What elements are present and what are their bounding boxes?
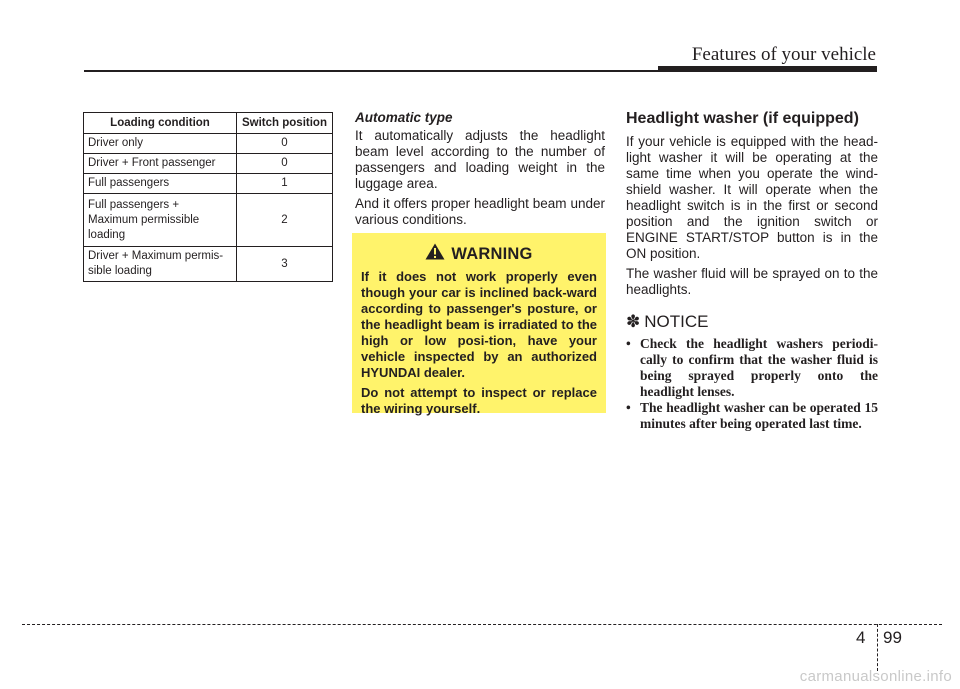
condition-cell: Full passengers + Maximum permissible loading [84, 194, 237, 247]
notice-title: NOTICE [644, 312, 709, 331]
warning-paragraph: Do not attempt to inspect or replace the wiring yourself. [361, 385, 597, 416]
notice-list [626, 336, 878, 432]
bullet-icon: • [626, 400, 631, 415]
chapter-number: 4 [856, 628, 866, 647]
top-rule [84, 70, 658, 72]
column-header: Loading condition [84, 113, 237, 134]
notice-item-text: The headlight washer can be operated 15 minutes after being operated last time. [640, 400, 878, 431]
headlight-washer-section [626, 110, 878, 432]
condition-cell: Driver only [84, 134, 237, 154]
top-rule-accent [658, 66, 877, 72]
table-row [84, 174, 333, 194]
notice-symbol-icon: ✽ [626, 312, 641, 331]
table-header-row [84, 113, 333, 134]
table-row [84, 194, 333, 247]
condition-cell: Driver + Front passenger [84, 154, 237, 174]
condition-cell: Driver + Maximum permis- sible loading [84, 247, 237, 282]
table-row [84, 247, 333, 282]
notice-header [626, 312, 878, 332]
position-cell: 2 [237, 194, 333, 247]
automatic-type-heading: Automatic type [355, 110, 453, 125]
position-cell: 1 [237, 174, 333, 194]
position-cell: 0 [237, 134, 333, 154]
automatic-paragraph: It automatically adjusts the headlight beam level according to the number of passengers and loading weight in the luggage area. [355, 128, 605, 191]
section-title: Features of your vehicle [691, 44, 876, 65]
notice-item-text: Check the headlight washers periodi-cally to confirm that the washer fluid is being sprayed properly onto the headlight lenses. [640, 336, 878, 399]
automatic-paragraph: And it offers proper headlight beam under various conditions. [355, 196, 605, 227]
washer-paragraph: The washer fluid will be sprayed on to the headlights. [626, 266, 878, 297]
warning-triangle-icon [425, 243, 445, 265]
notice-item [626, 400, 878, 432]
footer-rule [22, 624, 942, 625]
position-cell: 0 [237, 154, 333, 174]
warning-paragraph: If it does not work properly even though your car is inclined back-ward according to passenger's posture, or the headlight beam is irradiated to the high or low posi-tion, have your vehicle inspected by an authorized HYUNDAI dealer. [361, 269, 597, 380]
warning-box [352, 233, 606, 416]
column-header: Switch position [237, 113, 333, 134]
headlight-washer-heading: Headlight washer (if equipped) [626, 110, 859, 127]
page-number: 99 [883, 628, 902, 647]
table-row [84, 154, 333, 174]
washer-paragraph: If your vehicle is equipped with the head-light washer it will be operating at the same time when you operate the wind-shield washer. It will operate when the headlight switch is in the first or second position and the ignition switch or ENGINE START/STOP button is in the ON position. [626, 134, 878, 261]
loading-table [83, 112, 333, 282]
table-row [84, 134, 333, 154]
watermark: carmanualsonline.info [799, 668, 952, 685]
page-separator [877, 624, 878, 671]
warning-title: WARNING [451, 244, 533, 263]
condition-cell: Full passengers [84, 174, 237, 194]
bullet-icon: • [626, 336, 631, 351]
automatic-type-section [355, 110, 605, 232]
notice-item [626, 336, 878, 400]
position-cell: 3 [237, 247, 333, 282]
warning-header [361, 243, 597, 265]
